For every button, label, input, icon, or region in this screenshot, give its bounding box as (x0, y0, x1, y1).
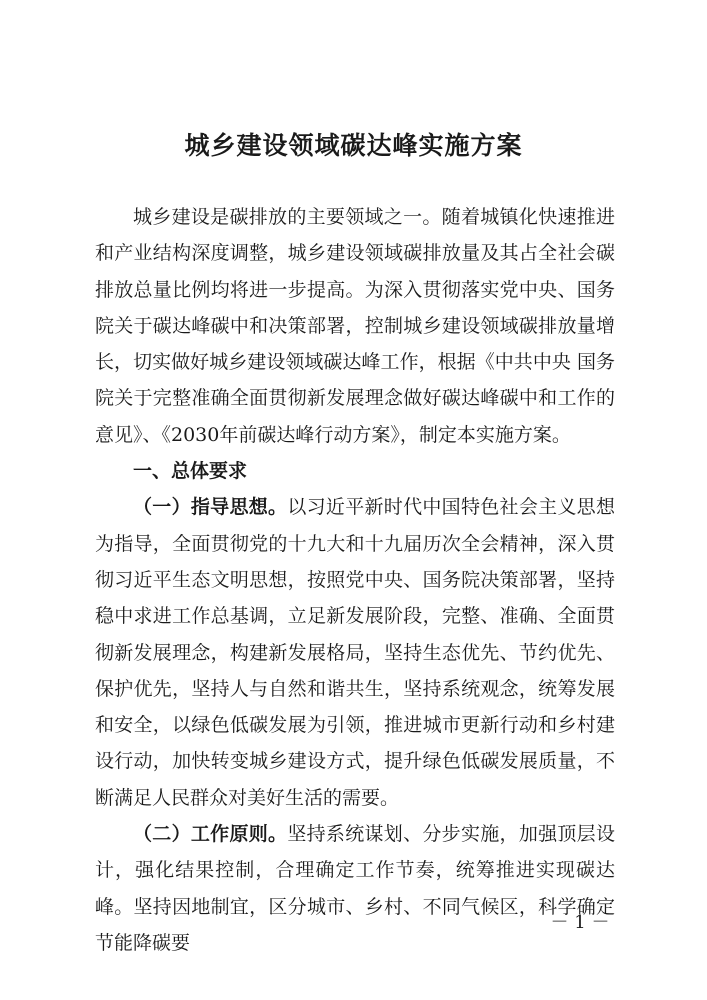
document-body (95, 199, 615, 961)
guiding-ideology-lead: （一）指导思想。 (133, 496, 288, 519)
section-heading-general-requirements: 一、总体要求 (133, 460, 248, 483)
work-principles-paragraph (95, 816, 615, 961)
page-number: － 1 － (550, 912, 610, 933)
guiding-ideology-paragraph (95, 489, 615, 816)
guiding-ideology-text: 以习近平新时代中国特色社会主义思想为指导，全面贯彻党的十九大和十九届历次全会精神，深入贯彻习近平生态文明思想，按照党中央、国务院决策部署，坚持稳中求进工作总基调，立足新发展阶段，完整、准确、全面贯彻新发展理念，构建新发展格局，坚持生态优先、节约优先、保护优先，坚持人与自然和谐共生，坚持系统观念，统筹发展和安全，以绿色低碳发展为引领，推进城市更新行动和乡村建设行动，加快转变城乡建设方式，提升绿色低碳发展质量，不断满足人民群众对美好生活的需要。 (95, 496, 615, 809)
document-title: 城乡建设领域碳达峰实施方案 (184, 131, 523, 160)
intro-paragraph: 城乡建设是碳排放的主要领域之一。随着城镇化快速推进和产业结构深度调整，城乡建设领域碳排放量及其占全社会碳排放总量比例均将进一步提高。为深入贯彻落实党中央、国务院关于碳达峰碳中和决策部署，控制城乡建设领域碳排放量增长，切实做好城乡建设领域碳达峰工作，根据《中共中央 国务院关于完整准确全面贯彻新发展理念做好碳达峰碳中和工作的意见》、《2030年前碳达峰行动方案》，制定本实施方案。 (95, 206, 615, 446)
work-principles-lead: （二）工作原则。 (133, 823, 288, 846)
work-principles-text: 坚持系统谋划、分步实施，加强顶层设计，强化结果控制，合理确定工作节奏，统筹推进实现碳达峰。坚持因地制宜，区分城市、乡村、不同气候区，科学确定节能降碳要 (95, 823, 615, 954)
